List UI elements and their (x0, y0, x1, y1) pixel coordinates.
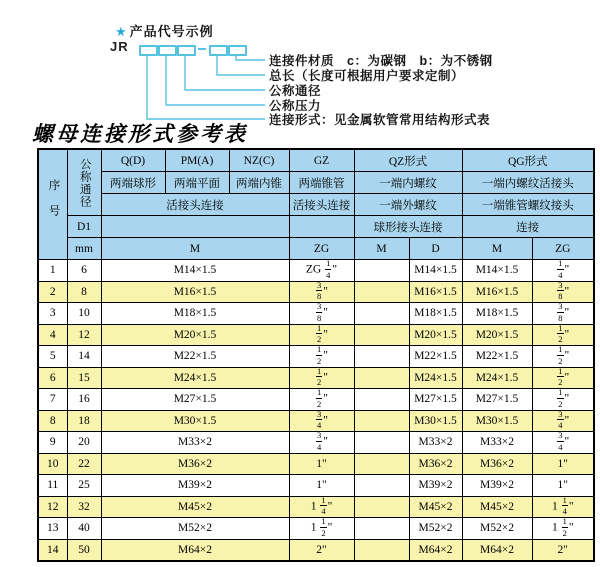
cell-seq: 13 (38, 518, 67, 540)
header-zg-col: ZG (289, 238, 354, 260)
cell-mm: 32 (67, 496, 101, 518)
label-connection: 连接形式：见金属软管常用结构形式表 (269, 113, 491, 127)
header-qz-sub-d: D (409, 238, 462, 260)
header-ends-qz: 一端内螺纹 (354, 172, 462, 194)
table-row (38, 432, 594, 454)
cell-qz-d: M24×1.5 (409, 367, 462, 389)
header-qz-sub-m: M (354, 238, 409, 260)
header-m-merged: M (101, 238, 289, 260)
header-qg-sub-m: M (462, 238, 532, 260)
cell-thread-m: M64×2 (101, 539, 289, 561)
cell-seq: 8 (38, 410, 67, 432)
cell-qg-m: M36×2 (462, 453, 532, 475)
cell-qg-zg: 1 $\frac{1}{2}$ " (532, 518, 594, 540)
cell-qz-d: M22×1.5 (409, 346, 462, 368)
header-qg-row3: 一端锥管螺纹接头 (462, 194, 594, 216)
cell-seq: 3 (38, 303, 67, 325)
header-ends-gz: 两端锥管 (289, 172, 354, 194)
cell-qg-m: M22×1.5 (462, 346, 532, 368)
cell-seq: 1 (38, 260, 67, 282)
cell-qg-zg: $\frac{3}{4}$ " (532, 410, 594, 432)
cell-qz-m (354, 432, 409, 454)
cell-gz-zg: $\frac{3}{4}$ " (289, 410, 354, 432)
cell-thread-m: M39×2 (101, 475, 289, 497)
cell-qz-m (354, 539, 409, 561)
cell-mm: 6 (67, 260, 101, 282)
cell-qg-zg: 2" (532, 539, 594, 561)
cell-mm: 50 (67, 539, 101, 561)
table-row (38, 324, 594, 346)
cell-mm: 15 (67, 367, 101, 389)
cell-thread-m: M24×1.5 (101, 367, 289, 389)
cell-qz-m (354, 324, 409, 346)
header-qz-row4: 球形接头连接 (354, 216, 462, 238)
cell-qg-zg: $\frac{1}{4}$ " (532, 260, 594, 282)
cell-thread-m: M36×2 (101, 453, 289, 475)
cell-qz-m (354, 453, 409, 475)
cell-mm: 25 (67, 475, 101, 497)
cell-qg-m: M24×1.5 (462, 367, 532, 389)
cell-thread-m: M33×2 (101, 432, 289, 454)
cell-gz-zg: 1 $\frac{1}{2}$ " (289, 518, 354, 540)
cell-qg-m: M45×2 (462, 496, 532, 518)
cell-gz-zg: $\frac{1}{2}$ " (289, 389, 354, 411)
header-qg-sub-zg: ZG (532, 238, 594, 260)
cell-gz-zg: $\frac{3}{8}$ " (289, 303, 354, 325)
cell-qz-m (354, 303, 409, 325)
cell-thread-m: M27×1.5 (101, 389, 289, 411)
cell-qg-m: M39×2 (462, 475, 532, 497)
label-nominal-press: 公称压力 (269, 99, 322, 113)
cell-seq: 4 (38, 324, 67, 346)
cell-seq: 2 (38, 281, 67, 303)
cell-qg-m: M33×2 (462, 432, 532, 454)
header-qz-row3: 一端外螺纹 (354, 194, 462, 216)
table-row (38, 453, 594, 475)
cell-seq: 6 (38, 367, 67, 389)
cell-gz-zg: 1" (289, 475, 354, 497)
cell-gz-zg: $\frac{1}{2}$ " (289, 346, 354, 368)
cell-qz-m (354, 389, 409, 411)
header-code-pma: PM(A) (165, 149, 229, 172)
table-row (38, 518, 594, 540)
cell-qg-zg: $\frac{1}{2}$ " (532, 389, 594, 411)
header-ends-qd: 两端球形 (101, 172, 165, 194)
table-row (38, 539, 594, 561)
cell-qg-m: M27×1.5 (462, 389, 532, 411)
cell-qg-zg: $\frac{1}{2}$ " (532, 324, 594, 346)
cell-qg-m: M18×1.5 (462, 303, 532, 325)
header-code-qd: Q(D) (101, 149, 165, 172)
cell-seq: 12 (38, 496, 67, 518)
label-nominal-dia: 公称通径 (269, 84, 322, 98)
header-seq: 序号 (38, 149, 67, 260)
cell-qz-d: M36×2 (409, 453, 462, 475)
cell-seq: 7 (38, 389, 67, 411)
header-ends-qg: 一端内螺纹活接头 (462, 172, 594, 194)
header-blank-left (101, 216, 289, 238)
header-union-joint-gz: 活接头连接 (289, 194, 354, 216)
cell-qz-m (354, 496, 409, 518)
cell-qz-m (354, 367, 409, 389)
cell-seq: 11 (38, 475, 67, 497)
cell-qg-m: M52×2 (462, 518, 532, 540)
cell-qz-d: M20×1.5 (409, 324, 462, 346)
cell-qz-d: M14×1.5 (409, 260, 462, 282)
cell-qz-m (354, 281, 409, 303)
cell-qz-m (354, 260, 409, 282)
cell-qz-m (354, 410, 409, 432)
cell-gz-zg: 1" (289, 453, 354, 475)
header-code-nzc: NZ(C) (229, 149, 289, 172)
cell-seq: 5 (38, 346, 67, 368)
cell-thread-m: M22×1.5 (101, 346, 289, 368)
cell-qg-zg: 1" (532, 475, 594, 497)
cell-qz-d: M18×1.5 (409, 303, 462, 325)
label-material: 连接件材质 c：为碳钢 b：为不锈钢 (269, 54, 493, 68)
cell-qz-m (354, 475, 409, 497)
cell-qz-d: M45×2 (409, 496, 462, 518)
table-row (38, 475, 594, 497)
cell-qg-m: M14×1.5 (462, 260, 532, 282)
cell-gz-zg: 2" (289, 539, 354, 561)
cell-thread-m: M20×1.5 (101, 324, 289, 346)
cell-gz-zg: 1 $\frac{1}{4}$ " (289, 496, 354, 518)
cell-qz-d: M33×2 (409, 432, 462, 454)
cell-thread-m: M30×1.5 (101, 410, 289, 432)
cell-seq: 14 (38, 539, 67, 561)
cell-qz-d: M39×2 (409, 475, 462, 497)
cell-mm: 14 (67, 346, 101, 368)
cell-qg-m: M20×1.5 (462, 324, 532, 346)
product-code-diagram (0, 0, 600, 130)
cell-thread-m: M16×1.5 (101, 281, 289, 303)
cell-thread-m: M52×2 (101, 518, 289, 540)
cell-mm: 12 (67, 324, 101, 346)
diagram-title-text: 产品代号示例 (129, 24, 214, 39)
cell-gz-zg: $\frac{3}{4}$ " (289, 432, 354, 454)
header-ends-nzc: 两端内锥 (229, 172, 289, 194)
table-row (38, 496, 594, 518)
cell-gz-zg: $\frac{1}{2}$ " (289, 367, 354, 389)
header-unit: mm (67, 238, 101, 260)
header-nominal-dia: 公称通径 (67, 149, 101, 216)
cell-qg-m: M16×1.5 (462, 281, 532, 303)
cell-qg-zg: $\frac{1}{2}$ " (532, 367, 594, 389)
header-d1: D1 (67, 216, 101, 238)
cell-mm: 20 (67, 432, 101, 454)
cell-qg-m: M64×2 (462, 539, 532, 561)
cell-qg-zg: $\frac{3}{8}$ " (532, 281, 594, 303)
cell-gz-zg: ZG $\frac{1}{4}$ " (289, 260, 354, 282)
cell-qz-d: M52×2 (409, 518, 462, 540)
header-union-joint-left: 活接头连接 (101, 194, 289, 216)
cell-qg-zg: 1 $\frac{1}{4}$ " (532, 496, 594, 518)
cell-qz-d: M16×1.5 (409, 281, 462, 303)
table-row (38, 410, 594, 432)
header-blank-gz (289, 216, 354, 238)
table-body (38, 260, 594, 562)
table-row (38, 367, 594, 389)
cell-qz-d: M30×1.5 (409, 410, 462, 432)
table-row (38, 389, 594, 411)
cell-qz-m (354, 346, 409, 368)
table-row (38, 281, 594, 303)
header-ends-pma: 两端平面 (165, 172, 229, 194)
nut-connection-table (37, 148, 595, 562)
label-total-length: 总长（长度可根据用户要求定制） (269, 69, 465, 83)
cell-gz-zg: $\frac{1}{2}$ " (289, 324, 354, 346)
cell-qz-d: M27×1.5 (409, 389, 462, 411)
cell-qg-zg: $\frac{3}{4}$ " (532, 432, 594, 454)
cell-qg-m: M30×1.5 (462, 410, 532, 432)
cell-thread-m: M14×1.5 (101, 260, 289, 282)
cell-mm: 8 (67, 281, 101, 303)
cell-mm: 22 (67, 453, 101, 475)
header-code-gz: GZ (289, 149, 354, 172)
cell-mm: 10 (67, 303, 101, 325)
table-row (38, 303, 594, 325)
cell-thread-m: M45×2 (101, 496, 289, 518)
header-code-qz: QZ形式 (354, 149, 462, 172)
header-qg-row4: 连接 (462, 216, 594, 238)
star-icon: ★ (115, 24, 128, 39)
table-row (38, 346, 594, 368)
cell-qg-zg: $\frac{1}{2}$ " (532, 346, 594, 368)
cell-qz-m (354, 518, 409, 540)
cell-seq: 10 (38, 453, 67, 475)
table-row (38, 260, 594, 282)
cell-seq: 9 (38, 432, 67, 454)
cell-gz-zg: $\frac{3}{8}$ " (289, 281, 354, 303)
cell-mm: 18 (67, 410, 101, 432)
table-header (38, 149, 594, 260)
cell-mm: 40 (67, 518, 101, 540)
table-title: 螺母连接形式参考表 (32, 122, 248, 146)
code-prefix: JR (110, 39, 129, 54)
header-code-qg: QG形式 (462, 149, 594, 172)
cell-qg-zg: $\frac{3}{8}$ " (532, 303, 594, 325)
cell-qg-zg: 1" (532, 453, 594, 475)
cell-mm: 16 (67, 389, 101, 411)
cell-qz-d: M64×2 (409, 539, 462, 561)
cell-thread-m: M18×1.5 (101, 303, 289, 325)
